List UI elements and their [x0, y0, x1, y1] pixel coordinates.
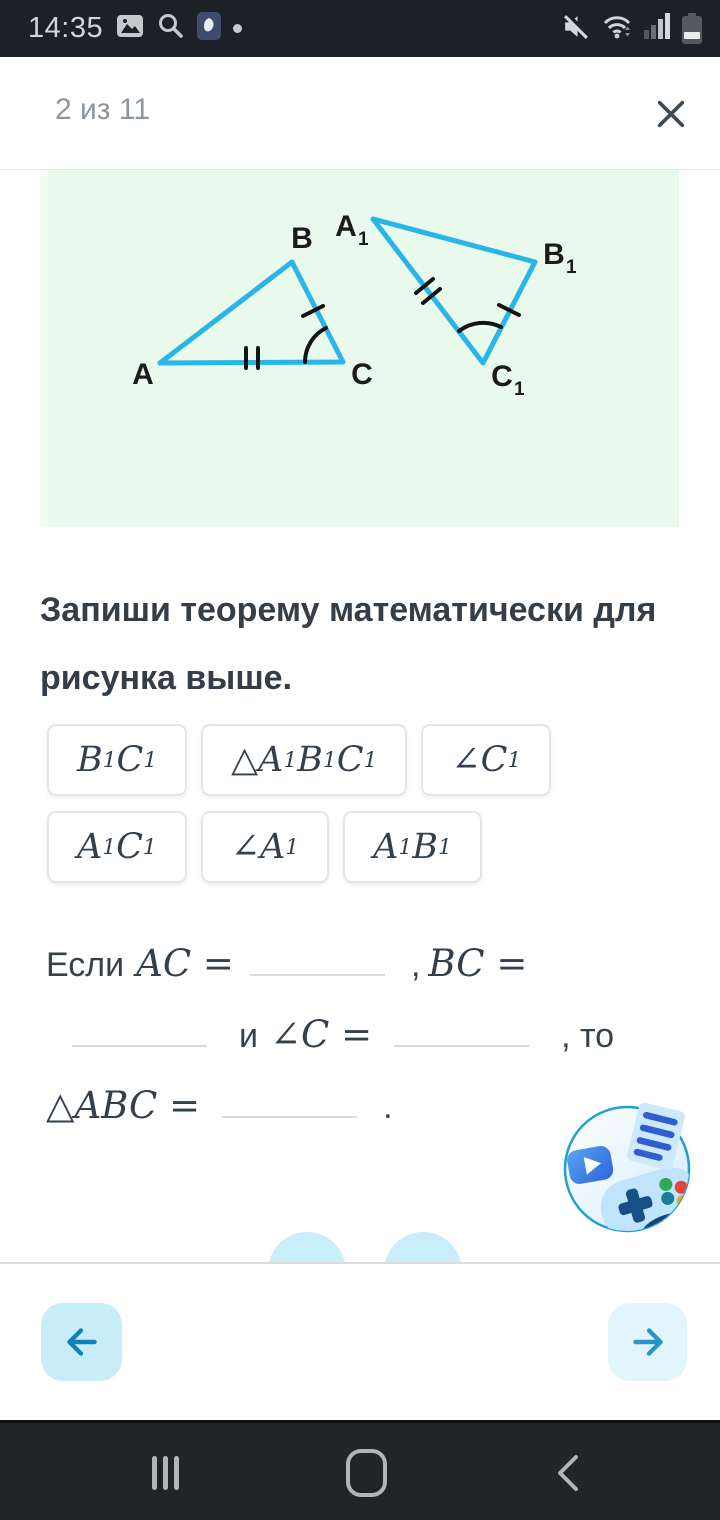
vertex-label-a1-sub: 1 [358, 229, 369, 250]
vertex-label-c1: C [491, 360, 513, 393]
exercise-nav-bar [0, 1262, 720, 1422]
math-ac: AC = [136, 942, 234, 985]
notification-dot [233, 24, 242, 33]
answer-chips [47, 724, 673, 883]
signal-icon [643, 11, 673, 46]
vertex-label-b1-sub: 1 [566, 257, 577, 278]
recents-icon[interactable] [146, 1423, 186, 1520]
app-badge-icon [197, 12, 221, 45]
vertex-label-a: A [132, 358, 154, 391]
vertex-label-b: B [291, 222, 313, 255]
status-bar-left [28, 0, 242, 57]
triangles-figure [40, 170, 679, 527]
vertex-label-a1: A [335, 210, 357, 243]
word-if: Если [46, 946, 125, 984]
chip-a1c1[interactable]: A 1 C 1 [47, 811, 187, 883]
chip-a1b1[interactable]: A 1 B 1 [343, 811, 482, 883]
arrow-right-icon[interactable] [608, 1303, 687, 1381]
vertex-label-b1: B [543, 238, 565, 271]
clock: 14:35 [28, 12, 104, 44]
chip-b1c1[interactable]: B 1 C 1 [47, 724, 187, 796]
math-bc: BC = [428, 942, 528, 985]
chip-angle-a1[interactable]: ∠A 1 [201, 811, 329, 883]
figure-panel [40, 170, 679, 527]
battery-icon [682, 13, 702, 44]
blank-angle-c[interactable] [394, 1015, 529, 1047]
learning-games-icon[interactable] [560, 1098, 700, 1238]
close-icon[interactable] [654, 97, 688, 131]
vertex-label-c: C [351, 358, 373, 391]
blank-triangle[interactable] [222, 1086, 357, 1118]
search-icon [157, 12, 185, 45]
math-angle-c: ∠C = [270, 1013, 373, 1056]
sentence-line-2 [46, 1013, 686, 1084]
home-icon[interactable] [344, 1423, 390, 1520]
chip-triangle-a1b1c1[interactable]: △A 1 B 1 C 1 [201, 724, 407, 796]
android-nav-bar [0, 1420, 720, 1520]
arrow-left-icon[interactable] [41, 1303, 122, 1381]
blank-bc[interactable] [72, 1015, 207, 1047]
exercise-header [0, 57, 720, 170]
task-text: Запиши теорему математически для рисунка выше. [40, 591, 657, 697]
math-triangle-abc: △ABC = [46, 1084, 201, 1127]
triangle-a1b1c1 [373, 219, 535, 363]
vertex-label-c1-sub: 1 [514, 379, 525, 400]
word-and: и [239, 1017, 258, 1055]
sentence-line-1 [46, 942, 686, 1013]
mute-icon [561, 11, 592, 47]
word-then: , то [561, 1017, 615, 1055]
status-bar-right [561, 0, 702, 57]
photos-icon [115, 11, 145, 46]
chip-angle-c1[interactable]: ∠C 1 [421, 724, 551, 796]
progress-counter: 2 из 11 [55, 93, 151, 126]
back-icon[interactable] [550, 1423, 590, 1520]
period: . [383, 1088, 393, 1126]
triangle-abc [160, 262, 343, 363]
wifi-icon [601, 11, 634, 46]
status-bar [0, 0, 720, 57]
blank-ac[interactable] [250, 944, 385, 976]
comma: , [410, 946, 421, 984]
